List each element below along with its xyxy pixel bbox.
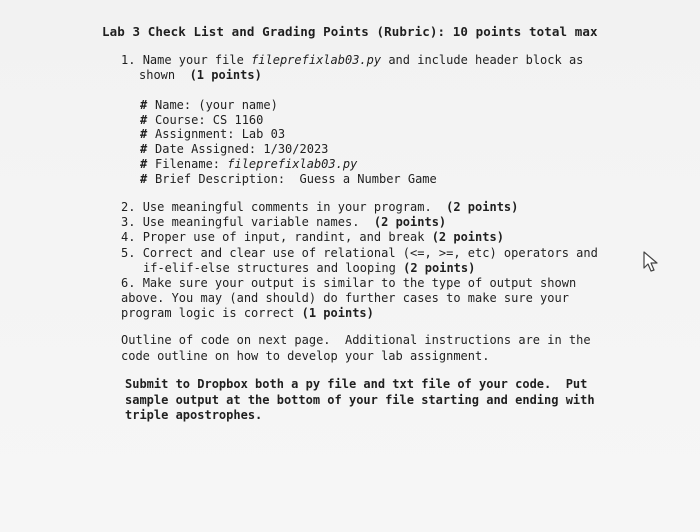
item-number: 3. [121, 215, 136, 230]
points-label: (2 points) [373, 215, 447, 230]
mouse-cursor-icon [641, 250, 661, 274]
rubric-item-6 [121, 276, 598, 291]
outline-paragraph [121, 333, 591, 364]
points-label: (1 points) [301, 306, 374, 321]
submit-instructions [125, 377, 595, 424]
rubric-item-4 [121, 230, 598, 245]
item-text-line2: shown [139, 68, 176, 82]
submit-line-2: sample output at the bottom of your file starting and ending with [125, 392, 595, 407]
header-course: Course: CS 1160 [155, 112, 264, 127]
item-text: Correct and clear use of relational (<=, >=, etc) operators and [142, 245, 598, 260]
rubric-item-5-cont [121, 261, 598, 276]
item-text-cont: and include header block as [381, 53, 584, 67]
item-number: 6. [121, 276, 136, 291]
header-filename-label: Filename: [155, 156, 228, 171]
header-date: Date Assigned: 1/30/2023 [155, 142, 329, 157]
item-number: 5. [121, 245, 136, 260]
item-number: 1. [121, 53, 136, 67]
submit-line-1: Submit to Dropbox both a py file and txt file of your code. Put [125, 377, 588, 391]
hash-symbol: # [140, 98, 148, 112]
item-text: Name your file [142, 53, 252, 67]
item-number: 4. [121, 230, 136, 245]
item-text: Make sure your output is similar to the type of output shown [142, 276, 577, 291]
filename-text: fileprefixlab03.py [251, 53, 382, 67]
header-block-example [140, 98, 437, 186]
item-text-line3: program logic is correct [121, 306, 295, 321]
rubric-item-2 [121, 200, 598, 215]
points-label: (2 points) [431, 230, 504, 245]
header-assignment: Assignment: Lab 03 [155, 127, 286, 142]
outline-line-2: code outline on how to develop your lab assignment. [121, 348, 490, 363]
item-text: Proper use of input, randint, and break [142, 230, 425, 245]
points-label: (2 points) [446, 200, 519, 214]
header-description: Brief Description: Guess a Number Game [155, 171, 437, 186]
hash-symbol: # [140, 171, 148, 186]
item-text-line2: above. You may (and should) do further cases to make sure your [121, 291, 569, 306]
rubric-item-5 [121, 246, 598, 261]
hash-symbol: # [140, 142, 148, 157]
hash-symbol: # [140, 112, 148, 127]
header-name: Name: (your name) [155, 98, 278, 112]
rubric-list [121, 200, 598, 322]
item-text: Use meaningful variable names. [142, 215, 360, 230]
header-filename-value: fileprefixlab03.py [227, 156, 358, 171]
item-number: 2. [121, 200, 136, 214]
submit-line-3: triple apostrophes. [125, 408, 263, 422]
rubric-item-3 [121, 215, 598, 230]
points-label: (1 points) [189, 68, 262, 82]
rubric-item-6-line3 [121, 306, 598, 321]
rubric-item-6-line2 [121, 291, 598, 306]
hash-symbol: # [140, 156, 148, 171]
outline-line-1: Outline of code on next page. Additional instructions are in the [121, 333, 591, 347]
item-text: Use meaningful comments in your program. [142, 200, 432, 214]
points-label: (2 points) [403, 260, 476, 275]
page-title: Lab 3 Check List and Grading Points (Rubric): 10 points total max [102, 24, 598, 39]
rubric-item-1 [121, 53, 583, 83]
item-text-line2: if-elif-else structures and looping [143, 260, 396, 275]
hash-symbol: # [140, 127, 148, 142]
